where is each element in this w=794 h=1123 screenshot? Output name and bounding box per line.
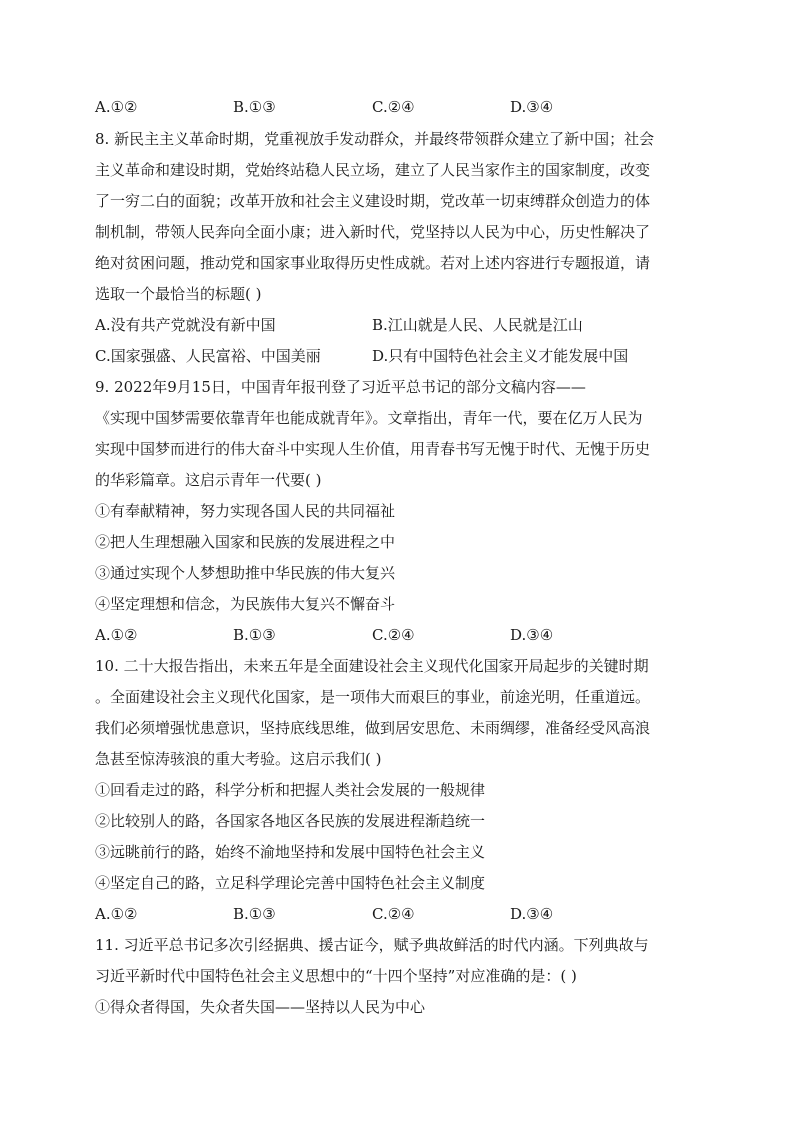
q8-text-line: 绝对贫困问题，推动党和国家事业取得历史性成就。若对上述内容进行专题报道，请 bbox=[95, 254, 651, 272]
q8-options-row-1 bbox=[95, 315, 695, 335]
q9-item-4: ④坚定理想和信念，为民族伟大复兴不懈奋斗 bbox=[95, 595, 396, 613]
q9-item-1: ①有奉献精神，努力实现各国人民的共同福祉 bbox=[95, 502, 396, 520]
q10-text-line: 。全面建设社会主义现代化国家，是一项伟大而艰巨的事业，前途光明，任重道远。 bbox=[95, 688, 651, 706]
q9-option-c[interactable]: C.②④ bbox=[372, 626, 415, 644]
q9-option-d[interactable]: D.③④ bbox=[510, 626, 554, 644]
q7-options bbox=[95, 97, 695, 117]
q10-item-1: ①回看走过的路，科学分析和把握人类社会发展的一般规律 bbox=[95, 781, 486, 799]
q8-options-row-2 bbox=[95, 346, 695, 366]
q10-text-line: 10. 二十大报告指出，未来五年是全面建设社会主义现代化国家开局起步的关键时期 bbox=[95, 657, 649, 675]
q9-options bbox=[95, 625, 695, 645]
q10-options bbox=[95, 904, 695, 924]
q9-text-line: 实现中国梦而进行的伟大奋斗中实现人生价值，用青春书写无愧于时代、无愧于历史 bbox=[95, 440, 651, 458]
q8-option-a[interactable]: A.没有共产党就没有新中国 bbox=[95, 316, 276, 334]
q11-item-1: ①得众者得国，失众者失国——坚持以人民为中心 bbox=[95, 998, 426, 1016]
q9-item-2: ②把人生理想融入国家和民族的发展进程之中 bbox=[95, 533, 396, 551]
q8-text-line: 8. 新民主主义革命时期，党重视放手发动群众，并最终带领群众建立了新中国；社会 bbox=[95, 130, 655, 148]
q8-text-line: 了一穷二白的面貌；改革开放和社会主义建设时期，党改革一切束缚群众创造力的体 bbox=[95, 192, 651, 210]
q10-item-3: ③远眺前行的路，始终不渝地坚持和发展中国特色社会主义 bbox=[95, 843, 486, 861]
q10-text-line: 急甚至惊涛骇浪的重大考验。这启示我们( ) bbox=[95, 750, 382, 768]
q10-option-b[interactable]: B.①③ bbox=[233, 905, 276, 923]
q8-text-line: 制机制，带领人民奔向全面小康；进入新时代，党坚持以人民为中心，历史性解决了 bbox=[95, 223, 651, 241]
q8-text-line: 选取一个最恰当的标题( ) bbox=[95, 285, 262, 303]
q9-option-b[interactable]: B.①③ bbox=[233, 626, 276, 644]
q10-option-c[interactable]: C.②④ bbox=[372, 905, 415, 923]
q9-text-line: 《实现中国梦需要依靠青年也能成就青年》。文章指出，青年一代，要在亿万人民为 bbox=[95, 409, 643, 427]
q11-text-line: 11. 习近平总书记多次引经据典、援古证今，赋予典故鲜活的时代内涵。下列典故与 bbox=[95, 936, 649, 954]
q7-option-b[interactable]: B.①③ bbox=[233, 98, 276, 116]
q9-text-line: 的华彩篇章。这启示青年一代要( ) bbox=[95, 471, 322, 489]
q9-item-3: ③通过实现个人梦想助推中华民族的伟大复兴 bbox=[95, 564, 396, 582]
q9-text-line: 9. 2022年9月15日，中国青年报刊登了习近平总书记的部分文稿内容—— bbox=[95, 378, 586, 396]
q11-text-line: 习近平新时代中国特色社会主义思想中的“十四个坚持”对应准确的是：( ) bbox=[95, 967, 577, 985]
q8-text-line: 主义革命和建设时期，党始终站稳人民立场，建立了人民当家作主的国家制度，改变 bbox=[95, 161, 651, 179]
q8-option-b[interactable]: B.江山就是人民、人民就是江山 bbox=[372, 316, 583, 334]
q10-item-2: ②比较别人的路，各国家各地区各民族的发展进程渐趋统一 bbox=[95, 812, 486, 830]
q8-option-d[interactable]: D.只有中国特色社会主义才能发展中国 bbox=[372, 347, 629, 365]
q7-option-d[interactable]: D.③④ bbox=[510, 98, 554, 116]
q10-item-4: ④坚定自己的路，立足科学理论完善中国特色社会主义制度 bbox=[95, 874, 486, 892]
q10-option-d[interactable]: D.③④ bbox=[510, 905, 554, 923]
q8-option-c[interactable]: C.国家强盛、人民富裕、中国美丽 bbox=[95, 347, 321, 365]
q10-text-line: 我们必须增强忧患意识，坚持底线思维，做到居安思危、未雨绸缪，准备经受风高浪 bbox=[95, 719, 651, 737]
q7-option-a[interactable]: A.①② bbox=[95, 98, 138, 116]
q10-option-a[interactable]: A.①② bbox=[95, 905, 138, 923]
q9-option-a[interactable]: A.①② bbox=[95, 626, 138, 644]
q7-option-c[interactable]: C.②④ bbox=[372, 98, 415, 116]
